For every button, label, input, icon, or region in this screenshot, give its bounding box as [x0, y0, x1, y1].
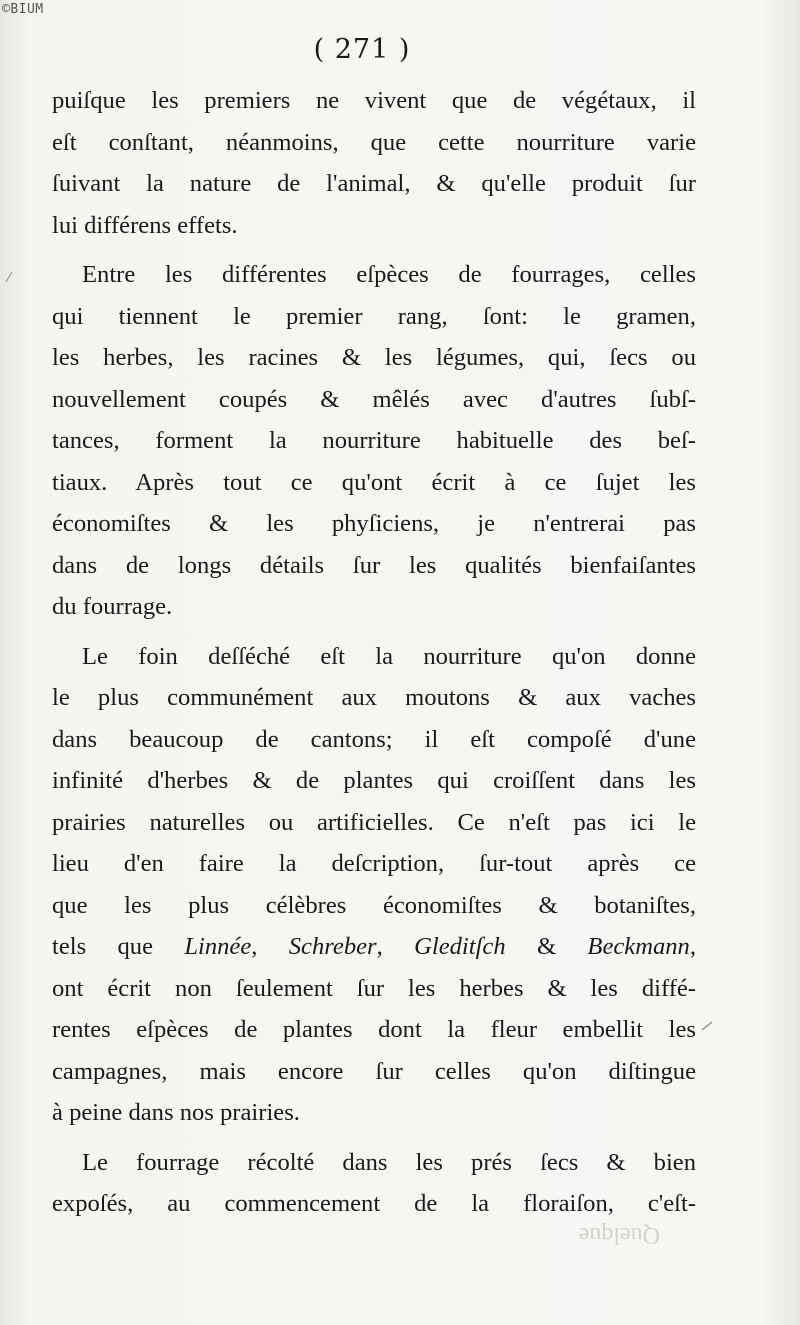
- author-name-beckmann: Beckmann: [587, 933, 690, 960]
- text-line: lieu d'en faire la deſcription, ſur-tout après ce: [52, 850, 696, 877]
- margin-mark: [6, 272, 12, 282]
- names-separator: ,: [376, 933, 415, 960]
- paragraph-1: [52, 80, 696, 246]
- text-line: ont écrit non ſeulement ſur les herbes & les diffé-: [52, 974, 696, 1002]
- names-separator: ,: [251, 933, 289, 960]
- paragraph-4: [52, 1142, 696, 1225]
- margin-mark: [702, 1022, 712, 1030]
- text-line: économiſtes & les phyſiciens, je n'entrerai pas: [52, 510, 696, 537]
- text-line: les herbes, les racines & les légumes, qui, ſecs ou: [52, 344, 696, 371]
- names-separator: &: [505, 933, 588, 960]
- text-line-names: [52, 926, 696, 968]
- author-name-gleditsch: Gleditſch: [414, 933, 506, 960]
- text-line: qui tiennent le premier rang, ſont: le gramen,: [52, 302, 696, 330]
- watermark-label: ©BIUM: [2, 2, 44, 17]
- text-line: campagnes, mais encore ſur celles qu'on diſtingue: [52, 1057, 696, 1085]
- page-number: ( 271 ): [313, 34, 411, 65]
- text-line: du fourrage.: [52, 593, 173, 620]
- text-line: expoſés, au commencement de la floraiſon, c'eſt-: [52, 1190, 696, 1217]
- text-line: Entre les différentes eſpèces de fourrages, celles: [82, 261, 696, 288]
- text-line: que les plus célèbres économiſtes & botaniſtes,: [52, 891, 696, 919]
- text-line: tances, forment la nourriture habituelle des beſ-: [52, 427, 696, 454]
- text-line: infinité d'herbes & de plantes qui croiſſent dans les: [52, 767, 696, 794]
- text-line: Le foin deſſéché eſt la nourriture qu'on donne: [82, 642, 696, 670]
- names-suffix: ,: [689, 933, 697, 960]
- author-name-linnee: Linnée: [184, 933, 252, 960]
- text-line: tiaux. Après tout ce qu'ont écrit à ce ſujet les: [52, 468, 696, 496]
- text-line: eſt conſtant, néanmoins, que cette nourriture varie: [52, 128, 696, 156]
- bleed-through-text: Quelque: [578, 1222, 660, 1248]
- text-line: nouvellement coupés & mêlés avec d'autres ſubſ-: [52, 385, 696, 413]
- text-line: le plus communément aux moutons & aux vaches: [52, 684, 696, 711]
- names-prefix: tels que: [52, 933, 185, 960]
- text-line: Le fourrage récolté dans les prés ſecs & bien: [82, 1148, 696, 1176]
- text-line: rentes eſpèces de plantes dont la fleur embellit les: [52, 1016, 696, 1043]
- text-line: lui différens effets.: [52, 211, 238, 239]
- body-text: [52, 80, 696, 1233]
- text-line: ſuivant la nature de l'animal, & qu'elle produit ſur: [52, 170, 696, 197]
- text-line: prairies naturelles ou artificielles. Ce n'eſt pas ici le: [52, 808, 696, 836]
- text-line: puiſque les premiers ne vivent que de végétaux, il: [52, 87, 696, 114]
- author-name-schreber: Schreber: [288, 933, 377, 960]
- paragraph-3: [52, 636, 696, 1134]
- text-line: dans de longs détails ſur les qualités bienfaiſantes: [52, 551, 696, 579]
- text-line: à peine dans nos prairies.: [52, 1099, 300, 1126]
- paragraph-2: [52, 254, 696, 628]
- text-line: dans beaucoup de cantons; il eſt compoſé d'une: [52, 725, 696, 753]
